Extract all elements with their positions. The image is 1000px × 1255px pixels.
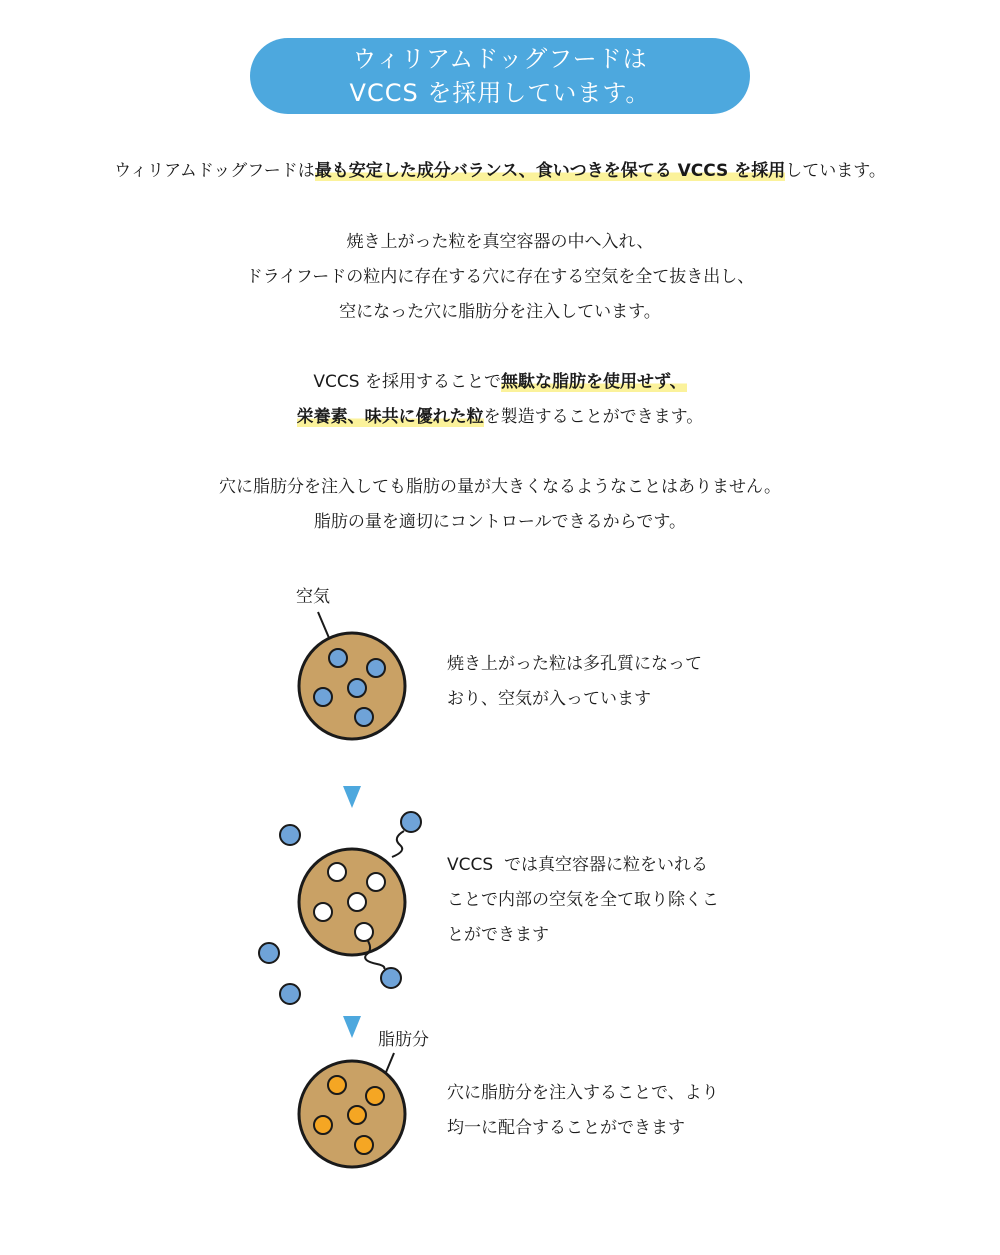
benefit-line-1-pre: VCCS を採用することで (313, 372, 501, 392)
process-paragraph (0, 225, 1000, 330)
empty-pore (348, 893, 366, 911)
step-1-line-1: 焼き上がった粒は多孔質になって (447, 654, 702, 674)
benefit-line-2-highlight: 栄養素、味共に優れた粒 (296, 407, 484, 427)
step-1-line-2: おり、空気が入っています (447, 689, 651, 709)
title-line-1: ウィリアムドッグフードは (352, 45, 648, 73)
benefit-paragraph (0, 365, 1000, 435)
intro-post: しています。 (785, 161, 886, 181)
fat-note-paragraph (0, 470, 1000, 540)
air-label: 空気 (296, 587, 330, 607)
fat-droplet (366, 1087, 384, 1105)
air-trail-line (392, 831, 404, 857)
step-3-line-2: 均一に配合することができます (447, 1118, 685, 1138)
empty-pore (314, 903, 332, 921)
fat-droplet (348, 1106, 366, 1124)
step-3-line-1: 穴に脂肪分を注入することで、より (447, 1083, 719, 1103)
intro-highlight: 最も安定した成分バランス、食いつきを保てる VCCS を採用 (314, 161, 786, 181)
air-bubble (355, 708, 373, 726)
title-line-2: VCCS を採用しています。 (349, 79, 651, 107)
air-bubble (314, 688, 332, 706)
step-2-line-1: VCCS では真空容器に粒をいれる (447, 855, 708, 875)
fat-droplet (355, 1136, 373, 1154)
process-line-3: 空になった穴に脂肪分を注入しています。 (339, 302, 661, 322)
benefit-line-2-post: を製造することができます。 (483, 407, 704, 427)
arrow-down-icon (343, 1016, 361, 1038)
escaped-air-bubble (259, 943, 279, 963)
fat-droplet (314, 1116, 332, 1134)
empty-pore (367, 873, 385, 891)
escaped-air-bubble (280, 984, 300, 1004)
benefit-line-1-highlight: 無駄な脂肪を使用せず、 (500, 372, 687, 392)
step-2-line-3: とができます (447, 925, 549, 945)
empty-pore (355, 923, 373, 941)
process-line-1: 焼き上がった粒を真空容器の中へ入れ、 (346, 232, 654, 252)
air-bubble (329, 649, 347, 667)
step-3-description (447, 1076, 719, 1146)
step-2-line-2: ことで内部の空気を全て取り除くこ (447, 890, 719, 910)
arrow-down-icon (343, 786, 361, 808)
fat-label: 脂肪分 (378, 1030, 429, 1050)
step-1-description (447, 647, 702, 717)
escaped-air-bubble (381, 968, 401, 988)
air-bubble (348, 679, 366, 697)
title-banner (250, 38, 750, 114)
air-bubble (367, 659, 385, 677)
intro-paragraph (0, 154, 1000, 189)
fat-note-line-2: 脂肪の量を適切にコントロールできるからです。 (313, 512, 687, 532)
fat-droplet (328, 1076, 346, 1094)
intro-pre: ウィリアムドッグフードは (114, 161, 315, 181)
escaped-air-bubble (280, 825, 300, 845)
process-line-2: ドライフードの粒内に存在する穴に存在する空気を全て抜き出し、 (245, 267, 755, 287)
escaped-air-bubble (401, 812, 421, 832)
step-2-description (447, 848, 719, 953)
fat-note-line-1: 穴に脂肪分を注入しても脂肪の量が大きくなるようなことはありません。 (218, 477, 782, 497)
empty-pore (328, 863, 346, 881)
